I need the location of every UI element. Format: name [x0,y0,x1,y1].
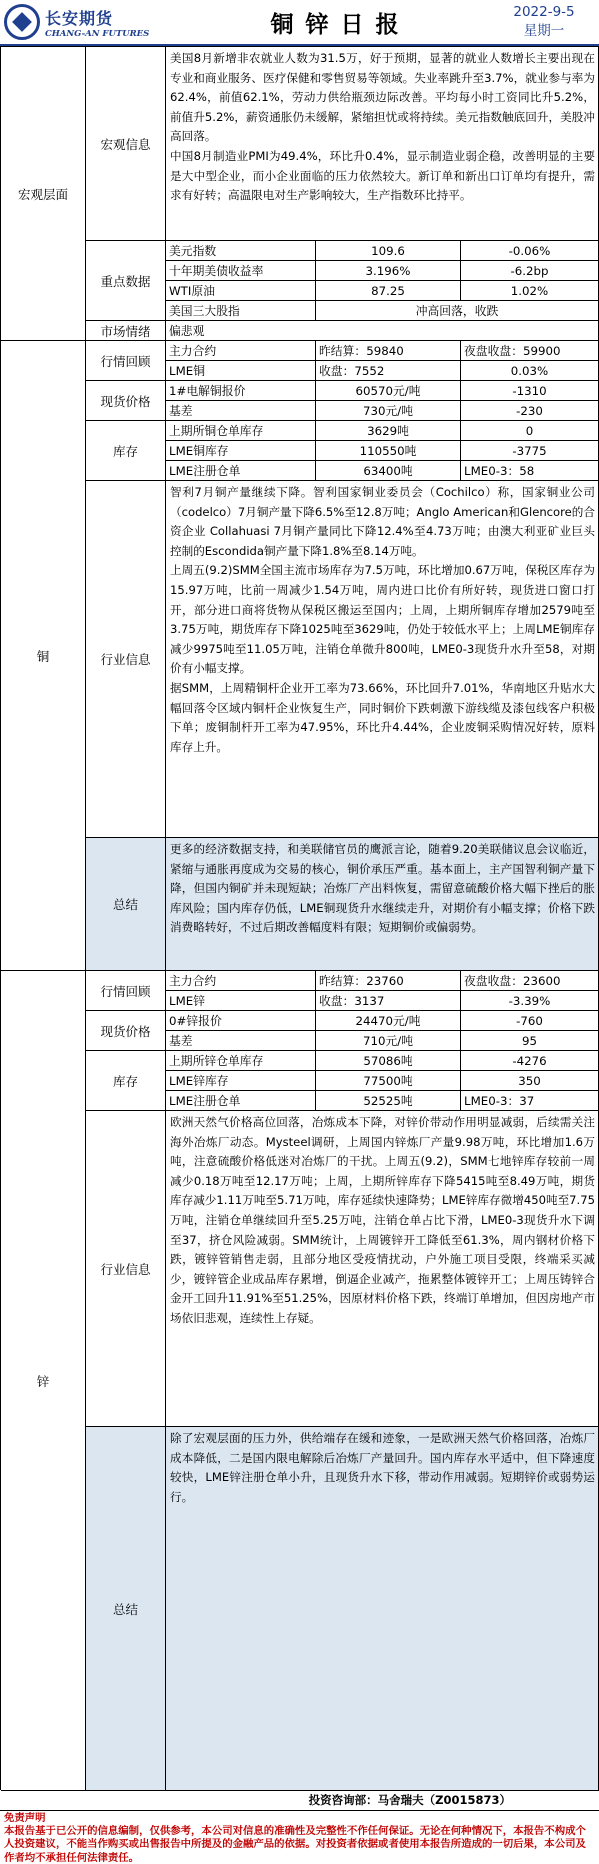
zinc-inventory-item: LME锌库存 [166,1071,316,1091]
report-date-block [489,0,599,44]
copper-spot-item: 基差 [166,401,316,421]
copper-industry-paragraph: 上周五(9.2)SMM全国主流市场库存为7.5万吨，环比增加0.67万吨，保税区库存为15.97万吨，比前一周减少1.54万吨，周内进口比价有所好转，现货进口窗口打开，部分进口商将货物从保税区搬运至国内；上周，上期所铜库存增加2579吨至3.75万吨，期货库存下降1025吨至3629吨，仍处于较低水平上；上周LME铜库存减少9975吨至11.05万吨，注销仓单微升800吨，LME0-3现货升水升至58，对期价有小幅支撑。 [170,563,595,676]
row-label-copper-summary: 总结 [86,838,166,971]
zinc-inventory-value: 77500吨 [316,1071,461,1091]
key-data-name: 美元指数 [166,241,316,261]
key-data-value: 3.196% [316,261,461,281]
report-weekday: 星期一 [523,23,565,39]
zinc-review-item: LME锌 [166,991,316,1011]
zinc-inventory-item: LME注册仓单 [166,1091,316,1111]
zinc-review-extra: -3.39% [461,991,599,1011]
zinc-review-value: 昨结算：23760 [316,971,461,991]
key-data-name: 美国三大股指 [166,301,316,321]
section-label-copper: 铜 [1,341,86,971]
copper-spot-item: 1#电解铜报价 [166,381,316,401]
analyst-credit: 投资咨询部：马舍瑞夫（Z0015873） [0,1790,599,1811]
zinc-inventory-change: -4276 [461,1051,599,1071]
row-label-zinc-summary: 总结 [86,1427,166,1791]
zinc-review-item: 主力合约 [166,971,316,991]
copper-spot-value: 60570元/吨 [316,381,461,401]
copper-spot-change: -1310 [461,381,599,401]
macro-info-text [166,47,599,241]
key-data-stocks-text: 冲高回落，收跌 [316,301,599,321]
copper-inventory-change: -3775 [461,441,599,461]
copper-review-item: LME铜 [166,361,316,381]
copper-review-value: 收盘：7552 [316,361,461,381]
row-label-zinc-review: 行情回顾 [86,971,166,1011]
zinc-spot-change: 95 [461,1031,599,1051]
copper-spot-change: -230 [461,401,599,421]
sentiment-value: 偏悲观 [166,321,599,341]
zinc-spot-item: 基差 [166,1031,316,1051]
disclaimer-text: 本报告基于已公开的信息编制，仅供参考，本公司对信息的准确性及完整性不作任何保证。无论在何种情况下，本报告不构成个人投资建议，不能当作购买或出售报告中所提及的金融产品的依据。对投资者依据或者使用本报告所造成的一切后果，本公司及作者均不承担任何法律责任。 [4,1825,586,1864]
row-label-copper-review: 行情回顾 [86,341,166,381]
row-label-key-data: 重点数据 [86,241,166,321]
zinc-industry-paragraph: 欧洲天然气价格高位回落，冶炼成本下降，对锌价带动作用明显减弱，后续需关注海外冶炼厂动态。Mysteel调研，上周国内锌炼厂产量9.98万吨，环比增加1.6万吨，注意硫酸价格低迷对冶炼厂的干扰。上周五(9.2)，SMM七地锌库存较前一周减少0.18万吨至12.17万吨；上周，上期所锌库存下降5415吨至8.49万吨，期货库存减少1.11万吨至5.71万吨，库存延续快速降势；LME锌库存微增450吨至7.75万吨，注销仓单继续回升至5.25万吨，注销仓单占比下滑，LME0-3现货升水下调至37，挤仓风险减弱。SMM统计，上周镀锌开工降低至61.3%，周内钢材价格下跌，镀锌管销售走弱，且部分地区受疫情扰动，户外施工项目受限，终端采买减少，镀锌管企业成品库存累增，倒逼企业减产，拖累整体镀锌开工；上周压铸锌合金开工回升11.91%至51.25%，因原材料价格下跌，终端订单增加，但因房地产市场依旧悲观，连续性上存疑。 [170,1115,595,1325]
copper-inventory-item: LME注册仓单 [166,461,316,481]
key-data-change: -6.2bp [461,261,599,281]
copper-spot-value: 730元/吨 [316,401,461,421]
zinc-review-value: 收盘：3137 [316,991,461,1011]
copper-inventory-item: 上期所铜仓单库存 [166,421,316,441]
copper-inventory-item: LME铜库存 [166,441,316,461]
row-label-sentiment: 市场情绪 [86,321,166,341]
row-label-macro-info: 宏观信息 [86,47,166,241]
row-label-copper-industry: 行业信息 [86,481,166,838]
zinc-spot-value: 24470元/吨 [316,1011,461,1031]
row-label-zinc-inventory: 库存 [86,1051,166,1111]
logo-name-en: CHANG-AN FUTURES [45,28,150,39]
zinc-inventory-item: 上期所锌仓单库存 [166,1051,316,1071]
copper-summary-text [166,838,599,971]
row-label-zinc-industry: 行业信息 [86,1111,166,1427]
copper-industry-text [166,481,599,838]
row-label-copper-inventory: 库存 [86,421,166,481]
copper-inventory-change: 0 [461,421,599,441]
key-data-change: 1.02% [461,281,599,301]
zinc-inventory-value: 57086吨 [316,1051,461,1071]
copper-industry-paragraph: 据SMM，上周精铜杆企业开工率为73.66%，环比回升7.01%，华南地区升贴水大幅回落令区域内铜杆企业恢复生产，同时铜价下跌刺激下游线缆及漆包线客户积极下单；废铜制杆开工率为47.95%，环比升4.44%，企业废铜采购情况好转，原料库存上升。 [170,680,595,754]
report-table [0,46,599,1790]
copper-review-value: 昨结算：59840 [316,341,461,361]
copper-inventory-value: 110550吨 [316,441,461,461]
zinc-summary-paragraph: 除了宏观层面的压力外，供给端存在缓和迹象，一是欧洲天然气价格回落，冶炼厂成本降低，二是国内限电解除后冶炼厂产量回升。国内库存水平适中，但下降速度较快，LME锌注册仓单小升，且现货升水下移，带动作用减弱。短期锌价或弱势运行。 [170,1431,595,1504]
key-data-value: 109.6 [316,241,461,261]
copper-summary-paragraph: 更多的经济数据支持，和美联储官员的鹰派言论，随着9.20美联储议息会议临近，紧缩与通胀再度成为交易的核心，铜价承压严重。基本面上，主产国智利铜产量下降，但国内铜矿并未现短缺；冶炼厂产出料恢复，需留意硫酸价格大幅下挫后的胀库风险；国内库存仍低，LME铜现货升水继续走升，对期价有小幅支撑；价格下跌消费略转好，不过后期改善幅度料有限；短期铜价或偏弱势。 [170,842,595,935]
report-title: 铜锌日报 [270,10,411,38]
report-date: 2022-9-5 [513,4,575,20]
macro-info-paragraph: 中国8月制造业PMI为49.4%，环比升0.4%，显示制造业弱企稳，改善明显的主要是大中型企业，而小企业面临的压力依然较大。新订单和新出口订单均有提升，需求有好转；高温限电对生产影响较大，生产指数环比持平。 [170,148,595,203]
report-header [0,0,599,44]
logo-icon [4,4,40,40]
disclaimer-title: 免责声明 [4,1812,46,1824]
macro-info-paragraph: 美国8月新增非农就业人数为31.5万，好于预期，显著的就业人数增长主要出现在专业和商业服务、医疗保健和零售贸易等领域。失业率跳升至3.7%，就业参与率为62.4%，前值62.1%，劳动力供给瓶颈边际改善。平均每小时工资同比升5.2%，前值升5.2%，薪资通胀仍未缓解，紧缩担忧或将持续。美元指数触底回升，美股冲高回落。 [170,51,595,144]
section-label-macro: 宏观层面 [1,47,86,341]
zinc-spot-value: 710元/吨 [316,1031,461,1051]
zinc-summary-text [166,1427,599,1791]
row-label-copper-spot: 现货价格 [86,381,166,421]
copper-review-extra: 0.03% [461,361,599,381]
zinc-spot-item: 0#锌报价 [166,1011,316,1031]
key-data-change: -0.06% [461,241,599,261]
copper-industry-paragraph: 智利7月铜产量继续下降。智利国家铜业委员会（Cochilco）称，国家铜业公司（codelco）7月铜产量下降6.5%至12.8万吨；Anglo American和Glencore的合资企业 Collahuasi 7月铜产量同比下降12.4%至4.73万吨；由澳大利亚矿业巨头控制的Escondida铜产量下降1.8%至8.14万吨。 [170,485,595,558]
zinc-inventory-change: 350 [461,1071,599,1091]
key-data-name: 十年期美债收益率 [166,261,316,281]
zinc-spot-change: -760 [461,1011,599,1031]
copper-review-item: 主力合约 [166,341,316,361]
section-label-zinc: 锌 [1,971,86,1791]
disclaimer-block [0,1812,599,1864]
copper-inventory-spread: LME0-3：58 [461,461,599,481]
zinc-inventory-value: 52525吨 [316,1091,461,1111]
key-data-value: 87.25 [316,281,461,301]
zinc-review-extra: 夜盘收盘：23600 [461,971,599,991]
zinc-industry-text [166,1111,599,1427]
logo-name-cn: 长安期货 [45,8,114,28]
copper-inventory-value: 63400吨 [316,461,461,481]
key-data-name: WTI原油 [166,281,316,301]
row-label-zinc-spot: 现货价格 [86,1011,166,1051]
company-logo [0,0,162,44]
zinc-inventory-spread: LME0-3：37 [461,1091,599,1111]
copper-inventory-value: 3629吨 [316,421,461,441]
copper-review-extra: 夜盘收盘：59900 [461,341,599,361]
